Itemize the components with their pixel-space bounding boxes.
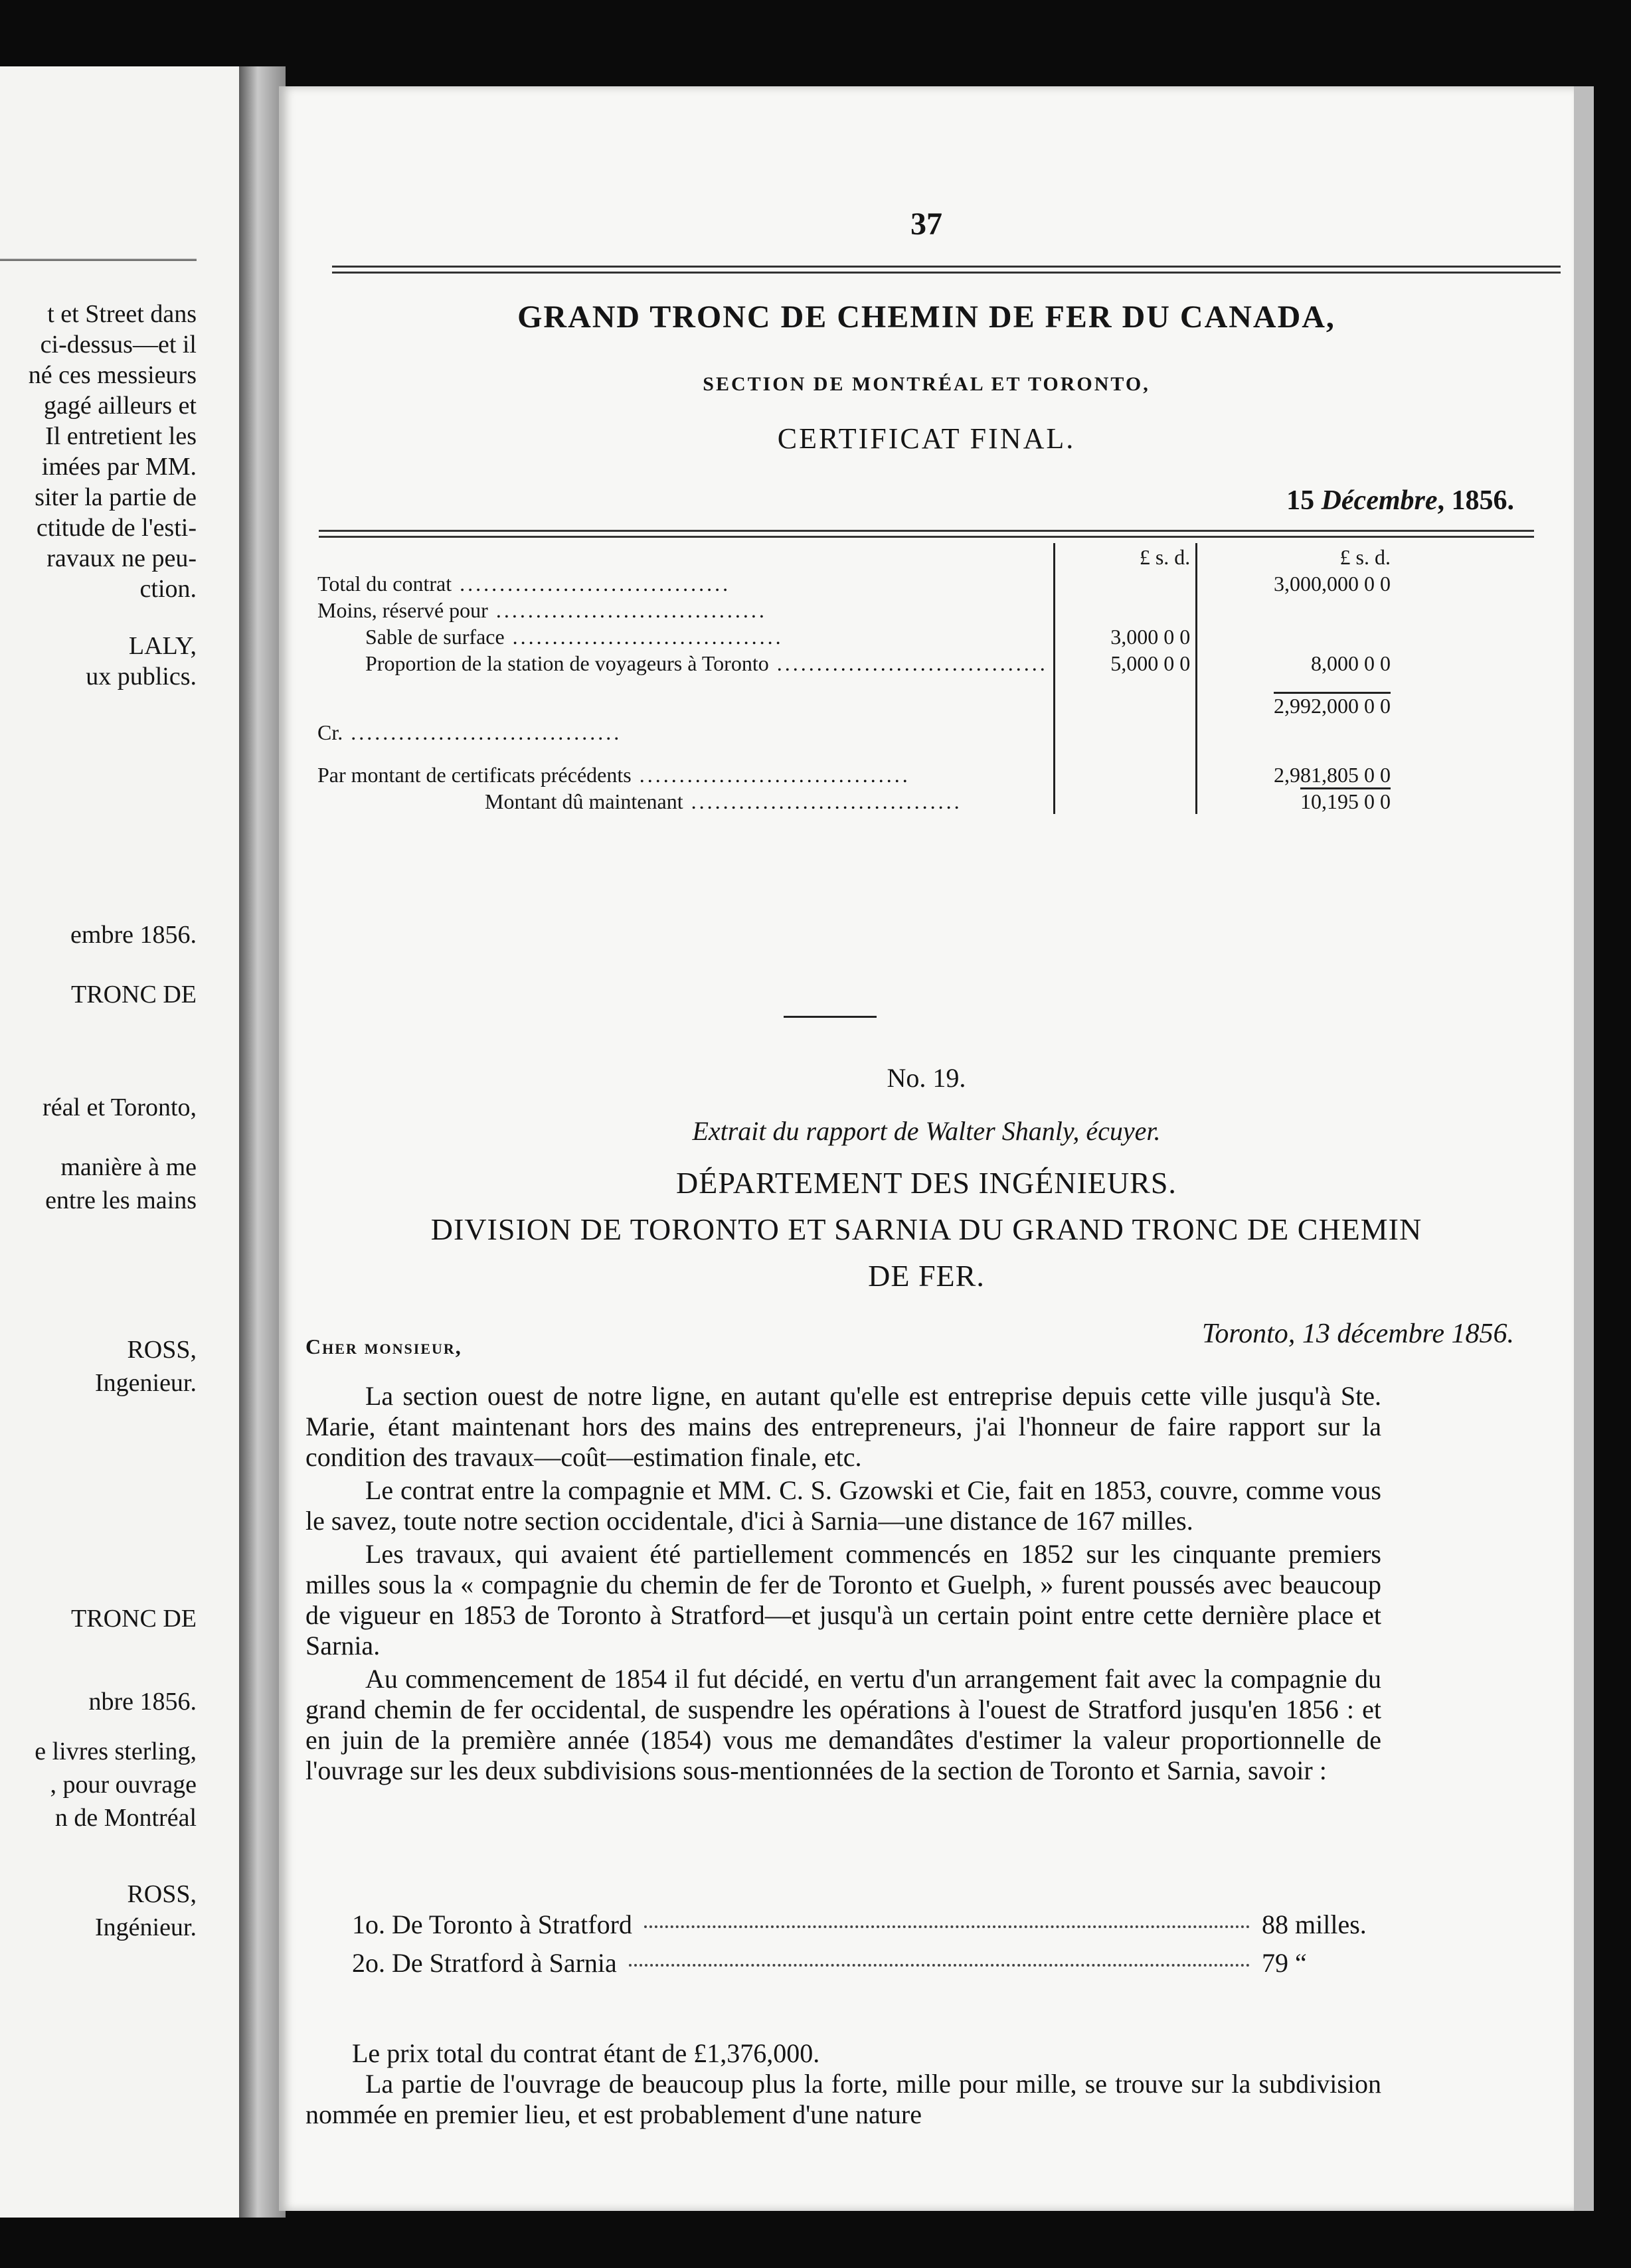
leader-dots: .................................. bbox=[504, 625, 784, 649]
left-page-line: n de Montréal bbox=[54, 1804, 197, 1832]
table-row bbox=[312, 623, 1396, 649]
table-top-rule bbox=[319, 530, 1534, 538]
row-label-text: Par montant de certificats précédents bbox=[317, 763, 632, 787]
letter-paragraph: Le contrat entre la compagnie et MM. C. S. Gzowski et Cie, fait en 1853, couvre, comme vous le savez, toute notre section occidentale, d'ici à Sarnia—une distance de 167 milles. bbox=[305, 1475, 1381, 1536]
closing-paragraph: La partie de l'ouvrage de beaucoup plus la forte, mille pour mille, se trouve sur la subdivision nommée en premier lieu, et est probablement d'une nature bbox=[305, 2069, 1381, 2129]
row-label-text: Moins, réservé pour bbox=[317, 598, 488, 622]
leader-dots: .................................. bbox=[487, 598, 767, 622]
row-label bbox=[312, 718, 1054, 745]
division-heading-cont: DE FER. bbox=[868, 1259, 985, 1293]
leader-dots: .................................. bbox=[343, 720, 622, 744]
previous-page-fragment bbox=[0, 66, 240, 2218]
list-item bbox=[352, 1947, 1388, 1986]
left-page-line: e livres sterling, bbox=[35, 1738, 197, 1765]
left-page-line: manière à me bbox=[60, 1153, 197, 1181]
certificate-date bbox=[1286, 485, 1514, 517]
mid-column-header: £ s. d. bbox=[1054, 543, 1197, 570]
report-number: No. 19. bbox=[887, 1063, 966, 1093]
row-label bbox=[312, 649, 1054, 676]
left-page-line: Il entretient les bbox=[45, 422, 197, 450]
table-row bbox=[312, 676, 1396, 718]
row-label-text: Montant dû maintenant bbox=[485, 789, 683, 813]
left-page-line: Ingenieur. bbox=[94, 1369, 197, 1397]
leader-dots: .................................. bbox=[683, 789, 962, 813]
left-page-line: LALY, bbox=[128, 632, 197, 660]
item-amount: 88 milles. bbox=[1262, 1909, 1367, 1939]
row-total-value: 3,000,000 0 0 bbox=[1274, 572, 1391, 596]
left-page-line: TRONC DE bbox=[71, 1605, 197, 1633]
letter-date-rest: , 13 décembre 1856. bbox=[1288, 1319, 1514, 1349]
table-row bbox=[312, 570, 1396, 596]
row-total-value: 10,195 0 0 bbox=[1300, 787, 1391, 813]
contract-total-line: Le prix total du contrat étant de £1,376,000. bbox=[352, 2038, 820, 2068]
letter-paragraph: Les travaux, qui avaient été partiellement commencés en 1852 sur les cinquante premiers milles sous la « compagnie du chemin de fer de Toronto et Guelph, » furent poussés avec beaucoup de vigueur en 1853 de Toronto à Stratford—et jusqu'à un certain point entre cette dernière place et Sarnia. bbox=[305, 1539, 1381, 1660]
row-subtotal bbox=[1054, 596, 1197, 623]
row-label bbox=[312, 623, 1054, 649]
table-row bbox=[312, 718, 1396, 745]
salutation: Cher monsieur, bbox=[305, 1335, 462, 1358]
row-total-value: 2,992,000 0 0 bbox=[1274, 692, 1391, 718]
distance-list bbox=[352, 1909, 1388, 1986]
account-table bbox=[312, 543, 1396, 814]
row-subtotal bbox=[1054, 676, 1197, 718]
left-page-line: TRONC DE bbox=[71, 981, 197, 1009]
row-total bbox=[1197, 745, 1396, 787]
row-subtotal bbox=[1054, 745, 1197, 787]
letter-body bbox=[305, 1381, 1381, 1789]
row-label bbox=[312, 787, 1054, 814]
left-page-line: siter la partie de bbox=[35, 483, 197, 511]
row-total bbox=[1197, 570, 1396, 596]
row-total bbox=[1197, 596, 1396, 623]
row-label-text: Sable de surface bbox=[365, 625, 505, 649]
left-page-rule bbox=[0, 259, 197, 261]
table-header-row bbox=[312, 543, 1396, 570]
section-subtitle: SECTION DE MONTRÉAL ET TORONTO, bbox=[703, 373, 1150, 395]
row-total bbox=[1197, 787, 1396, 814]
left-page-line: réal et Toronto, bbox=[43, 1094, 197, 1121]
row-label bbox=[312, 596, 1054, 623]
total-column-header: £ s. d. bbox=[1339, 545, 1391, 569]
row-total-value: 8,000 0 0 bbox=[1311, 651, 1391, 675]
item-amount: 79 “ bbox=[1262, 1948, 1307, 1978]
row-label bbox=[312, 570, 1054, 596]
letter-body-continued bbox=[305, 2038, 1381, 2130]
division-heading: DIVISION DE TORONTO ET SARNIA DU GRAND TRONC DE CHEMIN bbox=[430, 1212, 1422, 1246]
row-label bbox=[312, 745, 1054, 787]
left-page-line: ci-dessus—et il bbox=[40, 331, 197, 359]
leader-dots bbox=[629, 1964, 1250, 1967]
row-label bbox=[312, 676, 1054, 718]
row-subtotal: 5,000 0 0 bbox=[1054, 649, 1197, 676]
leader-dots: .................................. bbox=[631, 763, 910, 787]
left-page-line: gagé ailleurs et bbox=[43, 392, 197, 420]
certificate-heading: CERTIFICAT FINAL. bbox=[777, 422, 1076, 455]
letter-date bbox=[1202, 1318, 1514, 1350]
row-label-text: Total du contrat bbox=[317, 572, 452, 596]
table-row bbox=[312, 649, 1396, 676]
left-page-line: Ingénieur. bbox=[94, 1913, 197, 1941]
row-total-value: 2,981,805 0 0 bbox=[1274, 763, 1391, 787]
letter-paragraph: La section ouest de notre ligne, en autant qu'elle est entreprise depuis cette ville jusqu'à Ste. Marie, étant maintenant hors des mains des entrepreneurs, j'ai l'honneur de faire rapport sur la condition des travaux—coût—estimation finale, etc. bbox=[305, 1381, 1381, 1472]
left-page-line: nbre 1856. bbox=[88, 1688, 197, 1716]
left-page-line: ravaux ne peu- bbox=[46, 544, 197, 572]
date-year: , 1856. bbox=[1437, 485, 1514, 516]
left-page-line: ux publics. bbox=[86, 663, 197, 690]
left-page-line: imées par MM. bbox=[41, 453, 197, 481]
table-row bbox=[312, 745, 1396, 787]
row-total bbox=[1197, 649, 1396, 676]
list-item bbox=[352, 1909, 1388, 1947]
document-page bbox=[279, 86, 1594, 2211]
left-page-line: embre 1856. bbox=[70, 921, 197, 949]
leader-dots bbox=[644, 1925, 1250, 1928]
header-rule bbox=[332, 266, 1561, 274]
page-title: GRAND TRONC DE CHEMIN DE FER DU CANADA, bbox=[517, 299, 1335, 335]
table-row bbox=[312, 596, 1396, 623]
section-divider bbox=[784, 1016, 877, 1018]
letter-date-place: Toronto bbox=[1201, 1319, 1288, 1349]
item-label: 1o. De Toronto à Stratford bbox=[352, 1909, 632, 1939]
row-label-text: Proportion de la station de voyageurs à Toronto bbox=[365, 651, 769, 675]
row-subtotal bbox=[1054, 570, 1197, 596]
leader-dots: .................................. bbox=[452, 572, 731, 596]
row-total bbox=[1197, 676, 1396, 718]
left-page-line: ROSS, bbox=[127, 1336, 197, 1364]
report-extract-title: Extrait du rapport de Walter Shanly, écuyer. bbox=[692, 1116, 1161, 1146]
page-number: 37 bbox=[910, 206, 942, 242]
left-page-line: ROSS, bbox=[127, 1880, 197, 1908]
leader-dots: .................................. bbox=[768, 651, 1048, 675]
date-day: 15 bbox=[1286, 485, 1315, 516]
table-row bbox=[312, 787, 1396, 814]
left-page-line: , pour ouvrage bbox=[50, 1771, 197, 1799]
row-label-text: Cr. bbox=[317, 720, 343, 744]
row-subtotal bbox=[1054, 718, 1197, 745]
left-page-line: ction. bbox=[139, 575, 197, 603]
left-page-line: t et Street dans bbox=[47, 300, 197, 328]
date-month: Décembre bbox=[1321, 485, 1438, 516]
left-page-line: né ces messieurs bbox=[28, 361, 197, 389]
row-subtotal bbox=[1054, 787, 1197, 814]
row-total bbox=[1197, 718, 1396, 745]
letter-paragraph: Au commencement de 1854 il fut décidé, en vertu d'un arrangement fait avec la compagnie du grand chemin de fer occidental, de suspendre les opérations à l'ouest de Stratford jusqu'en 1856 : et en juin de la première année (1854) vous me demandâtes d'estimer la valeur proportionnelle de l'ouvrage sur les deux subdivisions sous-mentionnées de la section de Toronto et Sarnia, savoir : bbox=[305, 1664, 1381, 1785]
row-subtotal: 3,000 0 0 bbox=[1054, 623, 1197, 649]
department-heading: DÉPARTEMENT DES INGÉNIEURS. bbox=[676, 1166, 1177, 1200]
row-total bbox=[1197, 623, 1396, 649]
left-page-line: entre les mains bbox=[45, 1186, 197, 1214]
item-label: 2o. De Stratford à Sarnia bbox=[352, 1948, 617, 1978]
left-page-line: ctitude de l'esti- bbox=[36, 514, 197, 542]
